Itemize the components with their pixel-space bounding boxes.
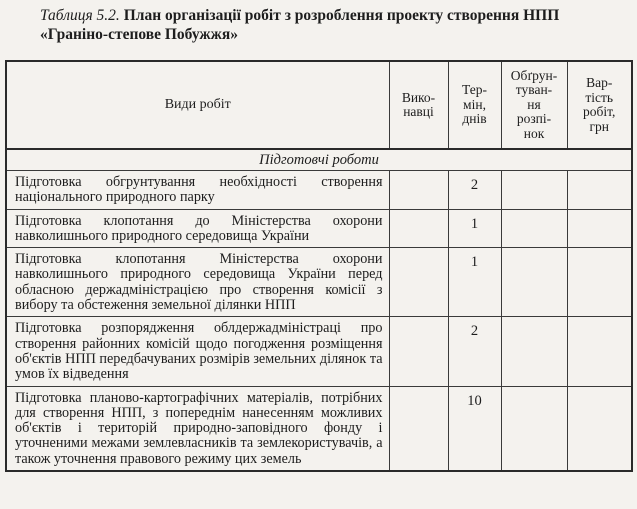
table-row	[6, 171, 632, 210]
header-works: Види робіт	[6, 61, 389, 149]
task-cell: Підготовка планово-картографічних матеріалів, потрібних для створення НПП, з попереднім нанесенням можливих об'єктів і територій природно-заповідного фонду і уточненими межами землевласників та землекористувачів, а також уточнення правового режиму цих земель	[6, 386, 389, 471]
days-cell: 2	[448, 171, 501, 210]
days-cell: 10	[448, 386, 501, 471]
executors-cell	[389, 317, 448, 386]
table-row	[6, 209, 632, 248]
executors-cell	[389, 386, 448, 471]
section-title: Підготовчі роботи	[6, 149, 632, 171]
justification-cell	[501, 209, 567, 248]
executors-cell	[389, 171, 448, 210]
cost-cell	[567, 248, 632, 317]
header-term: Тер- мін, днів	[448, 61, 501, 149]
work-plan-table	[5, 60, 633, 472]
table-row	[6, 386, 632, 471]
days-cell: 2	[448, 317, 501, 386]
caption-label: Таблиця 5.2.	[40, 7, 120, 24]
days-cell: 1	[448, 209, 501, 248]
table-caption	[40, 6, 630, 44]
justification-cell	[501, 248, 567, 317]
section-row	[6, 149, 632, 171]
days-cell: 1	[448, 248, 501, 317]
cost-cell	[567, 209, 632, 248]
justification-cell	[501, 386, 567, 471]
cost-cell	[567, 317, 632, 386]
table-row	[6, 317, 632, 386]
justification-cell	[501, 171, 567, 210]
table-row	[6, 248, 632, 317]
task-cell: Підготовка обгрунтування необхідності створення національного природного парку	[6, 171, 389, 210]
header-justification: Обґрун- туван- ня розпі- нок	[501, 61, 567, 149]
task-cell: Підготовка клопотання Міністерства охорони навколишнього природного середовища України перед обласною держадміністрацією про створення комісії з вибору та обстеження земельної ділянки НПП	[6, 248, 389, 317]
header-executors: Вико- навці	[389, 61, 448, 149]
justification-cell	[501, 317, 567, 386]
task-cell: Підготовка розпорядження облдержадміністраці про створення районних комісій щодо погодження розміщення об'єктів НПП передбачуваних розмірів земельних ділянок та умов їх відведення	[6, 317, 389, 386]
cost-cell	[567, 386, 632, 471]
task-cell: Підготовка клопотання до Міністерства охорони навколишнього природного середовища України	[6, 209, 389, 248]
executors-cell	[389, 209, 448, 248]
header-cost: Вар- тість робіт, грн	[567, 61, 632, 149]
caption-title: План організації робіт з розроблення проекту створення НПП «Граніно-степове Побужжя»	[40, 7, 560, 43]
header-row	[6, 61, 632, 149]
cost-cell	[567, 171, 632, 210]
executors-cell	[389, 248, 448, 317]
